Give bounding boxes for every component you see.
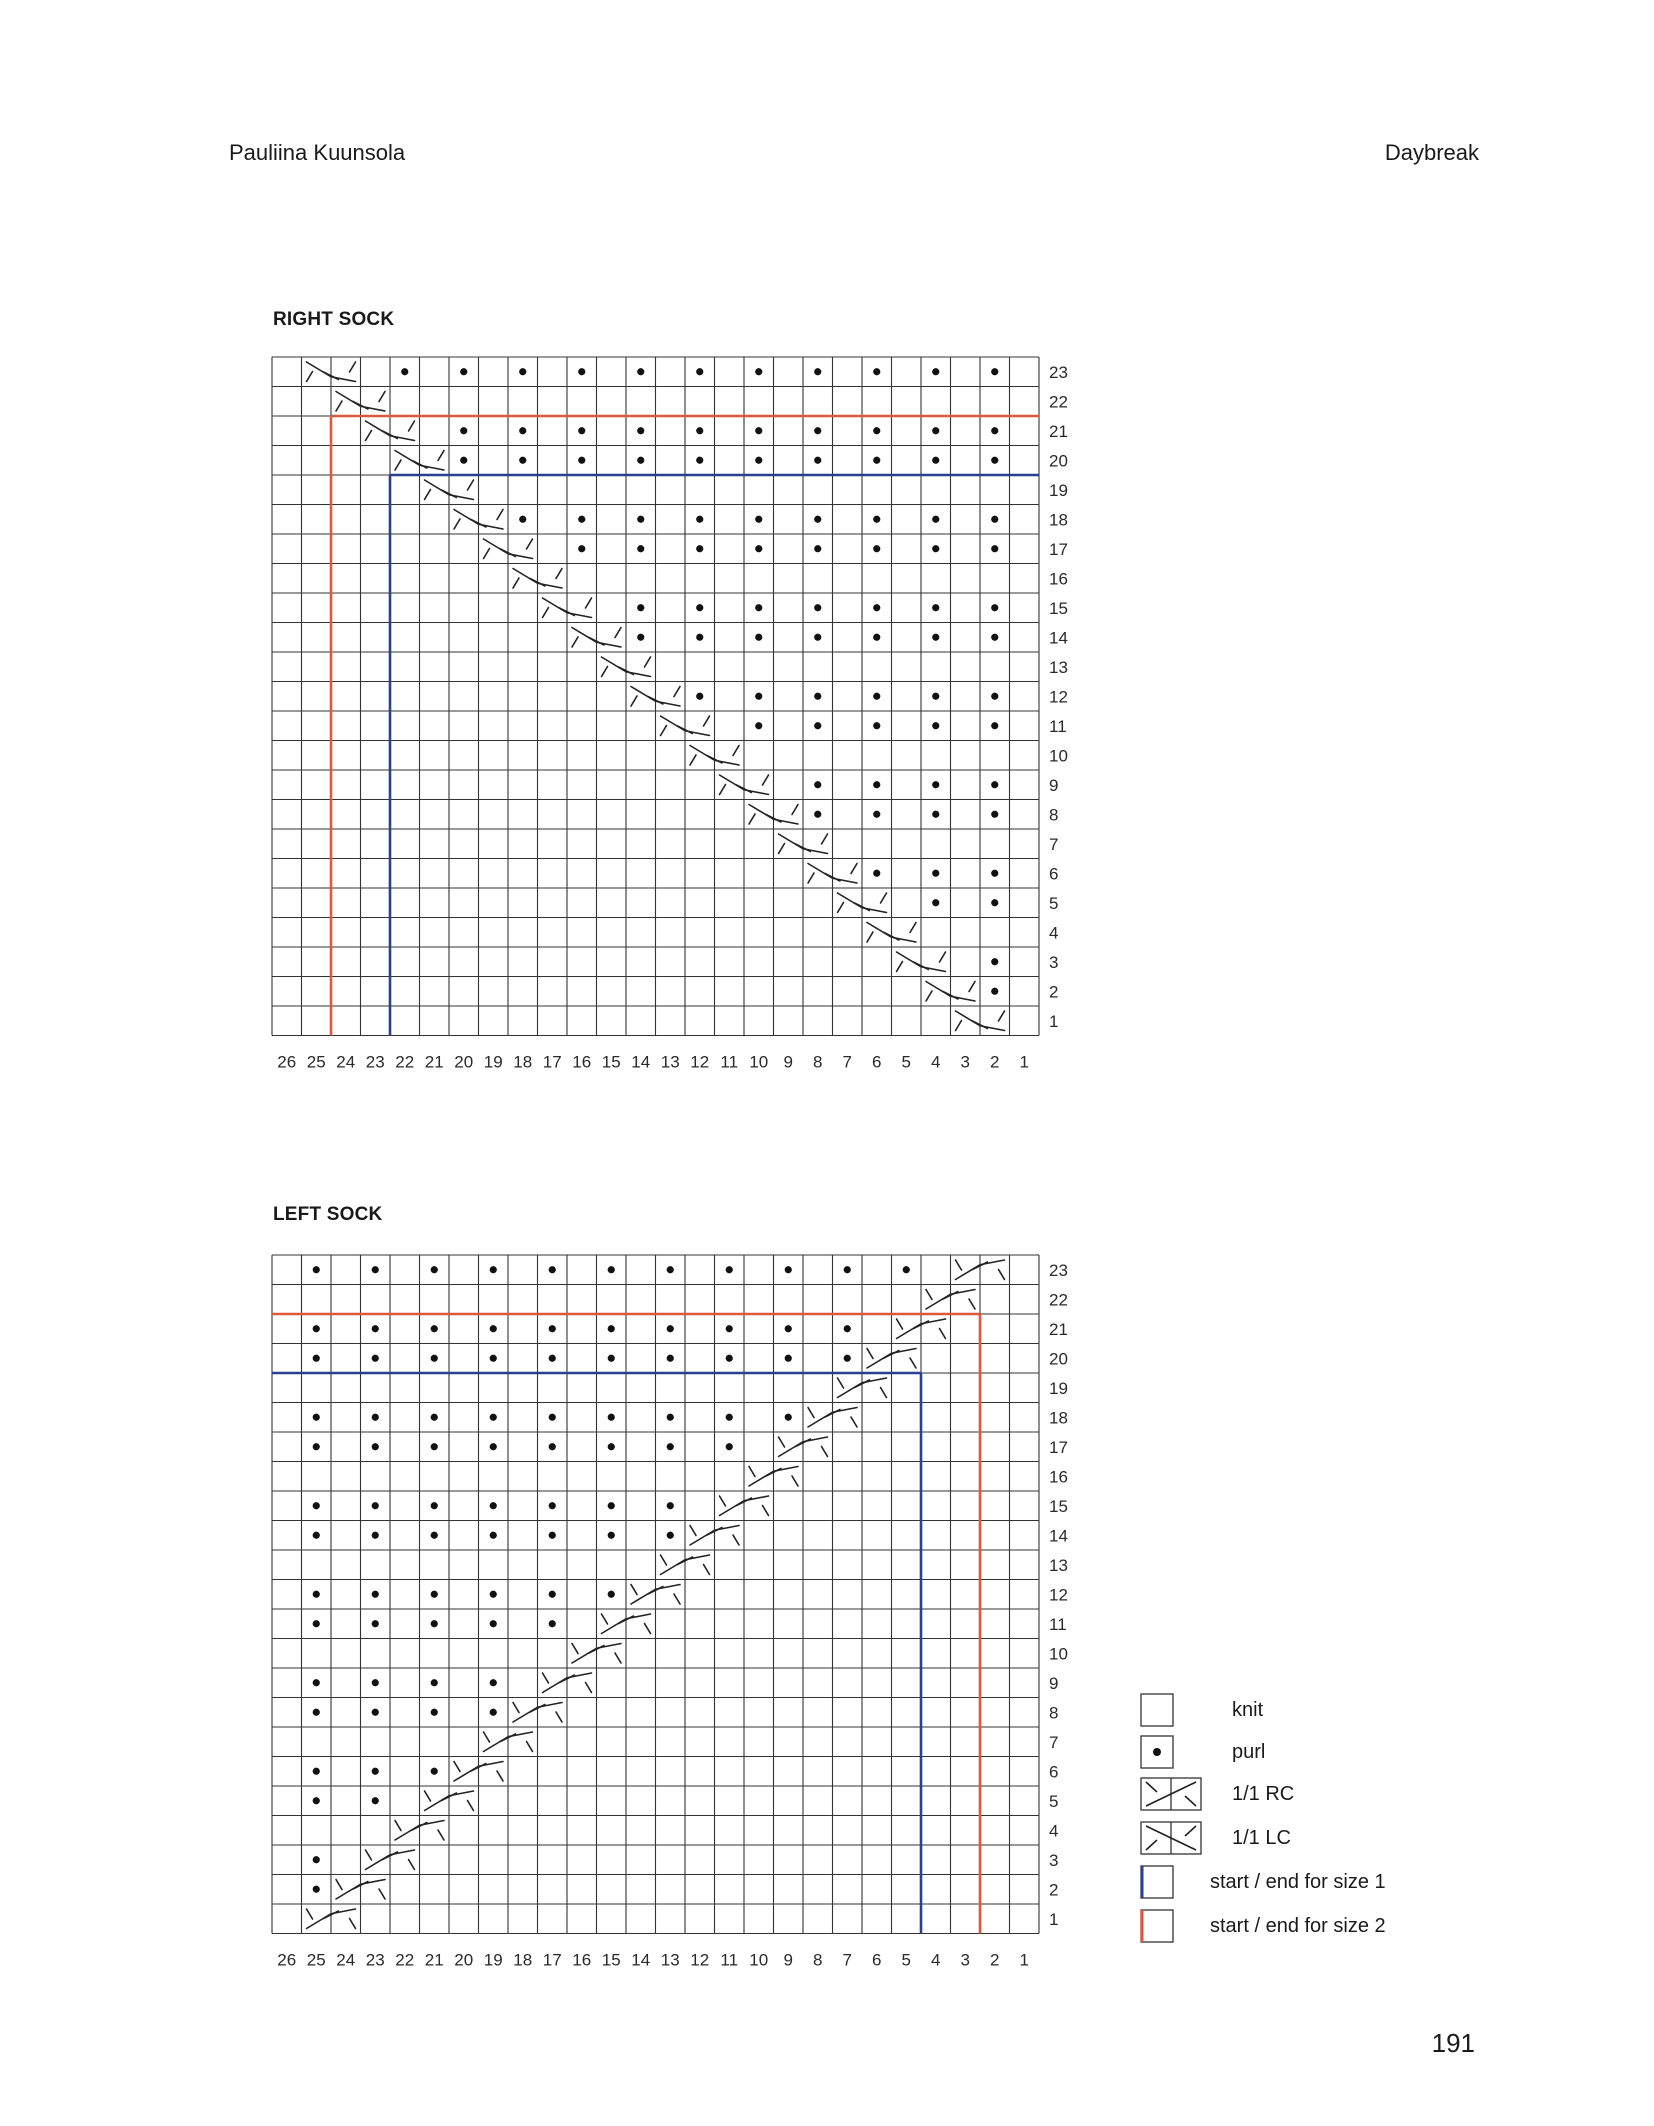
legend-knit-label: knit (1232, 1699, 1264, 1721)
right-sock-chart (270, 355, 1090, 1095)
column-number: 19 (483, 1950, 503, 1970)
purl-dot (991, 457, 998, 464)
purl-dot (991, 427, 998, 434)
purl-dot (785, 1355, 792, 1362)
row-number: 12 (1049, 687, 1068, 707)
purl-dot (873, 368, 880, 375)
purl-dot (726, 1355, 733, 1362)
column-number: 11 (720, 1950, 739, 1970)
purl-dot (431, 1414, 438, 1421)
purl-dot (490, 1355, 497, 1362)
purl-dot (372, 1797, 379, 1804)
purl-dot (991, 870, 998, 877)
purl-dot (431, 1591, 438, 1598)
purl-dot (372, 1591, 379, 1598)
purl-dot (932, 693, 939, 700)
purl-dot (637, 604, 644, 611)
purl-dot (932, 604, 939, 611)
row-number: 10 (1049, 1644, 1068, 1664)
row-number: 15 (1049, 598, 1068, 618)
column-number: 5 (901, 1950, 911, 1970)
left-cross-icon (1140, 1821, 1202, 1855)
purl-dot (932, 516, 939, 523)
purl-dot (549, 1620, 556, 1627)
column-number: 10 (749, 1950, 769, 1970)
purl-dot (785, 1325, 792, 1332)
column-number: 16 (572, 1052, 592, 1072)
column-number: 12 (690, 1950, 710, 1970)
column-number: 7 (842, 1950, 852, 1970)
purl-dot (431, 1325, 438, 1332)
column-number: 23 (365, 1052, 385, 1072)
column-number: 5 (901, 1052, 911, 1072)
column-number: 1 (1019, 1950, 1029, 1970)
row-number: 17 (1049, 539, 1068, 559)
row-number: 12 (1049, 1585, 1068, 1605)
legend-size1-label: start / end for size 1 (1210, 1871, 1386, 1893)
column-number: 20 (454, 1950, 474, 1970)
purl-dot (696, 634, 703, 641)
purl-dot (696, 457, 703, 464)
column-number: 24 (336, 1950, 356, 1970)
purl-dot (991, 545, 998, 552)
purl-dot (932, 427, 939, 434)
row-number: 1 (1049, 1011, 1059, 1031)
purl-dot (726, 1443, 733, 1450)
row-number: 19 (1049, 480, 1068, 500)
column-number: 6 (872, 1052, 882, 1072)
row-number: 3 (1049, 1850, 1059, 1870)
row-number: 21 (1049, 421, 1068, 441)
purl-dot (431, 1679, 438, 1686)
purl-dot (873, 693, 880, 700)
purl-dot (873, 811, 880, 818)
purl-dot (313, 1679, 320, 1686)
purl-dot (431, 1768, 438, 1775)
column-number: 13 (660, 1950, 680, 1970)
column-number: 14 (631, 1052, 651, 1072)
row-number: 8 (1049, 805, 1059, 825)
purl-dot (696, 545, 703, 552)
column-number: 26 (277, 1052, 297, 1072)
column-number: 8 (813, 1950, 823, 1970)
purl-dot (578, 457, 585, 464)
column-number: 17 (542, 1950, 562, 1970)
column-number: 23 (365, 1950, 385, 1970)
purl-dot (313, 1797, 320, 1804)
column-number: 24 (336, 1052, 356, 1072)
row-number: 10 (1049, 746, 1068, 766)
purl-dot (932, 722, 939, 729)
column-number: 15 (601, 1052, 621, 1072)
column-number: 13 (660, 1052, 680, 1072)
purl-dot (313, 1266, 320, 1273)
purl-dot (873, 516, 880, 523)
right-cross-icon (1140, 1777, 1202, 1811)
purl-dot (814, 457, 821, 464)
column-number: 12 (690, 1052, 710, 1072)
purl-dot (844, 1266, 851, 1273)
column-number: 7 (842, 1052, 852, 1072)
purl-dot (991, 781, 998, 788)
purl-dot (873, 634, 880, 641)
purl-dot (372, 1532, 379, 1539)
purl-dot (431, 1532, 438, 1539)
row-number: 20 (1049, 451, 1068, 471)
row-number: 6 (1049, 864, 1059, 884)
purl-dot (637, 368, 644, 375)
purl-dot (608, 1414, 615, 1421)
purl-dot (637, 545, 644, 552)
row-number: 2 (1049, 982, 1059, 1002)
row-number: 15 (1049, 1496, 1068, 1516)
purl-dot (696, 516, 703, 523)
row-number: 1 (1049, 1909, 1059, 1929)
purl-dot (549, 1532, 556, 1539)
purl-dot (873, 870, 880, 877)
purl-dot (490, 1414, 497, 1421)
purl-dot (814, 604, 821, 611)
purl-dot (932, 781, 939, 788)
purl-dot (814, 427, 821, 434)
purl-dot (873, 722, 880, 729)
purl-dot (372, 1768, 379, 1775)
row-number: 7 (1049, 834, 1059, 854)
column-number: 1 (1019, 1052, 1029, 1072)
purl-dot (313, 1768, 320, 1775)
purl-dot (696, 693, 703, 700)
purl-dot (372, 1502, 379, 1509)
purl-dot (814, 722, 821, 729)
purl-dot (696, 368, 703, 375)
purl-dot (490, 1620, 497, 1627)
purl-dot (431, 1355, 438, 1362)
row-number: 4 (1049, 1821, 1059, 1841)
page-number: 191 (1431, 2028, 1475, 2058)
purl-dot (991, 811, 998, 818)
row-number: 9 (1049, 775, 1059, 795)
purl-dot (578, 516, 585, 523)
purl-dot (460, 368, 467, 375)
purl-dot (637, 457, 644, 464)
row-number: 3 (1049, 952, 1059, 972)
purl-dot (460, 457, 467, 464)
purl-dot (372, 1620, 379, 1627)
column-number: 4 (931, 1052, 941, 1072)
purl-dot (401, 368, 408, 375)
knit-icon (1140, 1693, 1174, 1727)
purl-dot (372, 1414, 379, 1421)
purl-dot (313, 1620, 320, 1627)
purl-dot (726, 1266, 733, 1273)
purl-dot (372, 1355, 379, 1362)
column-number: 26 (277, 1950, 297, 1970)
purl-dot (755, 722, 762, 729)
purl-dot (637, 516, 644, 523)
row-number: 11 (1049, 1614, 1067, 1634)
purl-dot (549, 1266, 556, 1273)
purl-dot (932, 368, 939, 375)
pattern-title: Daybreak (1384, 140, 1479, 165)
purl-dot (726, 1414, 733, 1421)
purl-dot (549, 1355, 556, 1362)
purl-dot (755, 545, 762, 552)
column-number: 11 (720, 1052, 739, 1072)
purl-dot (313, 1325, 320, 1332)
purl-dot (460, 427, 467, 434)
purl-dot (490, 1443, 497, 1450)
purl-dot (313, 1443, 320, 1450)
column-number: 18 (513, 1052, 533, 1072)
purl-dot (991, 958, 998, 965)
purl-dot (519, 368, 526, 375)
row-number: 11 (1049, 716, 1067, 736)
row-number: 20 (1049, 1349, 1068, 1369)
column-number: 21 (424, 1052, 444, 1072)
column-number: 19 (483, 1052, 503, 1072)
purl-dot (549, 1414, 556, 1421)
column-number: 22 (395, 1052, 415, 1072)
purl-dot (932, 899, 939, 906)
purl-dot (313, 1709, 320, 1716)
purl-dot (667, 1414, 674, 1421)
column-number: 14 (631, 1950, 651, 1970)
purl-dot (313, 1532, 320, 1539)
column-number: 9 (783, 1950, 793, 1970)
purl-dot (519, 427, 526, 434)
row-number: 21 (1049, 1319, 1068, 1339)
row-number: 23 (1049, 362, 1068, 382)
column-number: 8 (813, 1052, 823, 1072)
purl-dot (873, 427, 880, 434)
purl-dot (637, 427, 644, 434)
purl-dot (755, 693, 762, 700)
purl-dot (549, 1325, 556, 1332)
purl-dot (431, 1620, 438, 1627)
purl-dot (991, 988, 998, 995)
purl-icon (1140, 1735, 1174, 1769)
purl-dot (873, 545, 880, 552)
column-number: 9 (783, 1052, 793, 1072)
row-number: 22 (1049, 392, 1068, 412)
purl-dot (431, 1709, 438, 1716)
purl-dot (549, 1591, 556, 1598)
purl-dot (549, 1502, 556, 1509)
purl-dot (608, 1266, 615, 1273)
column-number: 16 (572, 1950, 592, 1970)
purl-dot (667, 1355, 674, 1362)
purl-dot (814, 781, 821, 788)
purl-dot (313, 1591, 320, 1598)
purl-dot (490, 1709, 497, 1716)
purl-dot (785, 1266, 792, 1273)
row-number: 16 (1049, 569, 1068, 589)
left-sock-chart (270, 1253, 1090, 1993)
purl-dot (814, 811, 821, 818)
purl-dot (844, 1325, 851, 1332)
purl-dot (490, 1532, 497, 1539)
row-number: 13 (1049, 657, 1068, 677)
purl-dot (873, 457, 880, 464)
row-number: 4 (1049, 923, 1059, 943)
purl-dot (932, 545, 939, 552)
column-number: 21 (424, 1950, 444, 1970)
legend-lc-label: 1/1 LC (1232, 1827, 1291, 1849)
row-number: 18 (1049, 1408, 1068, 1428)
purl-dot (991, 693, 998, 700)
purl-dot (490, 1591, 497, 1598)
purl-dot (726, 1325, 733, 1332)
legend-purl-label: purl (1232, 1741, 1266, 1763)
row-number: 2 (1049, 1880, 1059, 1900)
purl-dot (991, 516, 998, 523)
purl-dot (932, 634, 939, 641)
purl-dot (696, 427, 703, 434)
row-number: 7 (1049, 1732, 1059, 1752)
purl-dot (814, 368, 821, 375)
purl-dot (991, 899, 998, 906)
purl-dot (991, 722, 998, 729)
purl-dot (814, 693, 821, 700)
column-number: 6 (872, 1950, 882, 1970)
size2-marker-icon (1140, 1909, 1174, 1943)
legend-size2-label: start / end for size 2 (1210, 1915, 1386, 1937)
row-number: 22 (1049, 1290, 1068, 1310)
column-number: 25 (306, 1052, 326, 1072)
row-number: 14 (1049, 628, 1068, 648)
column-number: 2 (990, 1950, 1000, 1970)
column-number: 25 (306, 1950, 326, 1970)
purl-dot (608, 1591, 615, 1598)
row-number: 16 (1049, 1467, 1068, 1487)
purl-dot (313, 1886, 320, 1893)
purl-dot (519, 457, 526, 464)
purl-dot (755, 516, 762, 523)
purl-dot (667, 1532, 674, 1539)
purl-dot (755, 368, 762, 375)
purl-dot (313, 1856, 320, 1863)
purl-dot (844, 1355, 851, 1362)
purl-dot (372, 1325, 379, 1332)
purl-dot (873, 781, 880, 788)
row-number: 9 (1049, 1673, 1059, 1693)
row-number: 18 (1049, 510, 1068, 530)
purl-dot (372, 1709, 379, 1716)
purl-dot (667, 1325, 674, 1332)
column-number: 17 (542, 1052, 562, 1072)
purl-dot (608, 1502, 615, 1509)
purl-dot (637, 634, 644, 641)
purl-dot (785, 1414, 792, 1421)
left-sock-title: LEFT SOCK (273, 1204, 383, 1225)
purl-dot (932, 811, 939, 818)
row-number: 23 (1049, 1260, 1068, 1280)
purl-dot (755, 634, 762, 641)
purl-dot (313, 1355, 320, 1362)
purl-dot (608, 1532, 615, 1539)
purl-dot (490, 1325, 497, 1332)
row-number: 8 (1049, 1703, 1059, 1723)
purl-dot (519, 516, 526, 523)
purl-dot (814, 634, 821, 641)
column-number: 20 (454, 1052, 474, 1072)
column-number: 3 (960, 1052, 970, 1072)
row-number: 17 (1049, 1437, 1068, 1457)
purl-dot (549, 1443, 556, 1450)
purl-dot (313, 1414, 320, 1421)
column-number: 22 (395, 1950, 415, 1970)
purl-dot (755, 604, 762, 611)
column-number: 4 (931, 1950, 941, 1970)
purl-dot (372, 1443, 379, 1450)
purl-dot (431, 1502, 438, 1509)
purl-dot (578, 368, 585, 375)
purl-dot (814, 516, 821, 523)
column-number: 15 (601, 1950, 621, 1970)
purl-dot (991, 634, 998, 641)
purl-dot (932, 870, 939, 877)
purl-dot (696, 604, 703, 611)
author-name: Pauliina Kuunsola (229, 140, 406, 165)
purl-dot (608, 1325, 615, 1332)
purl-dot (372, 1679, 379, 1686)
purl-dot (814, 545, 821, 552)
column-number: 10 (749, 1052, 769, 1072)
row-number: 5 (1049, 893, 1059, 913)
purl-dot (578, 427, 585, 434)
row-number: 5 (1049, 1791, 1059, 1811)
purl-dot (431, 1443, 438, 1450)
purl-dot (490, 1679, 497, 1686)
purl-dot (991, 368, 998, 375)
purl-dot (667, 1266, 674, 1273)
purl-dot (755, 427, 762, 434)
purl-dot (490, 1266, 497, 1273)
right-sock-title: RIGHT SOCK (273, 309, 395, 330)
purl-dot (903, 1266, 910, 1273)
purl-dot (991, 604, 998, 611)
row-number: 6 (1049, 1762, 1059, 1782)
purl-dot (667, 1502, 674, 1509)
row-number: 13 (1049, 1555, 1068, 1575)
purl-dot (873, 604, 880, 611)
purl-dot (431, 1266, 438, 1273)
purl-dot (372, 1266, 379, 1273)
row-number: 14 (1049, 1526, 1068, 1546)
purl-dot (608, 1355, 615, 1362)
purl-dot (490, 1502, 497, 1509)
column-number: 2 (990, 1052, 1000, 1072)
purl-dot (578, 545, 585, 552)
column-number: 3 (960, 1950, 970, 1970)
purl-dot (755, 457, 762, 464)
legend-rc-label: 1/1 RC (1232, 1783, 1295, 1805)
column-number: 18 (513, 1950, 533, 1970)
purl-dot (313, 1502, 320, 1509)
purl-dot (667, 1443, 674, 1450)
purl-dot (932, 457, 939, 464)
row-number: 19 (1049, 1378, 1068, 1398)
purl-dot (608, 1443, 615, 1450)
size1-marker-icon (1140, 1865, 1174, 1899)
